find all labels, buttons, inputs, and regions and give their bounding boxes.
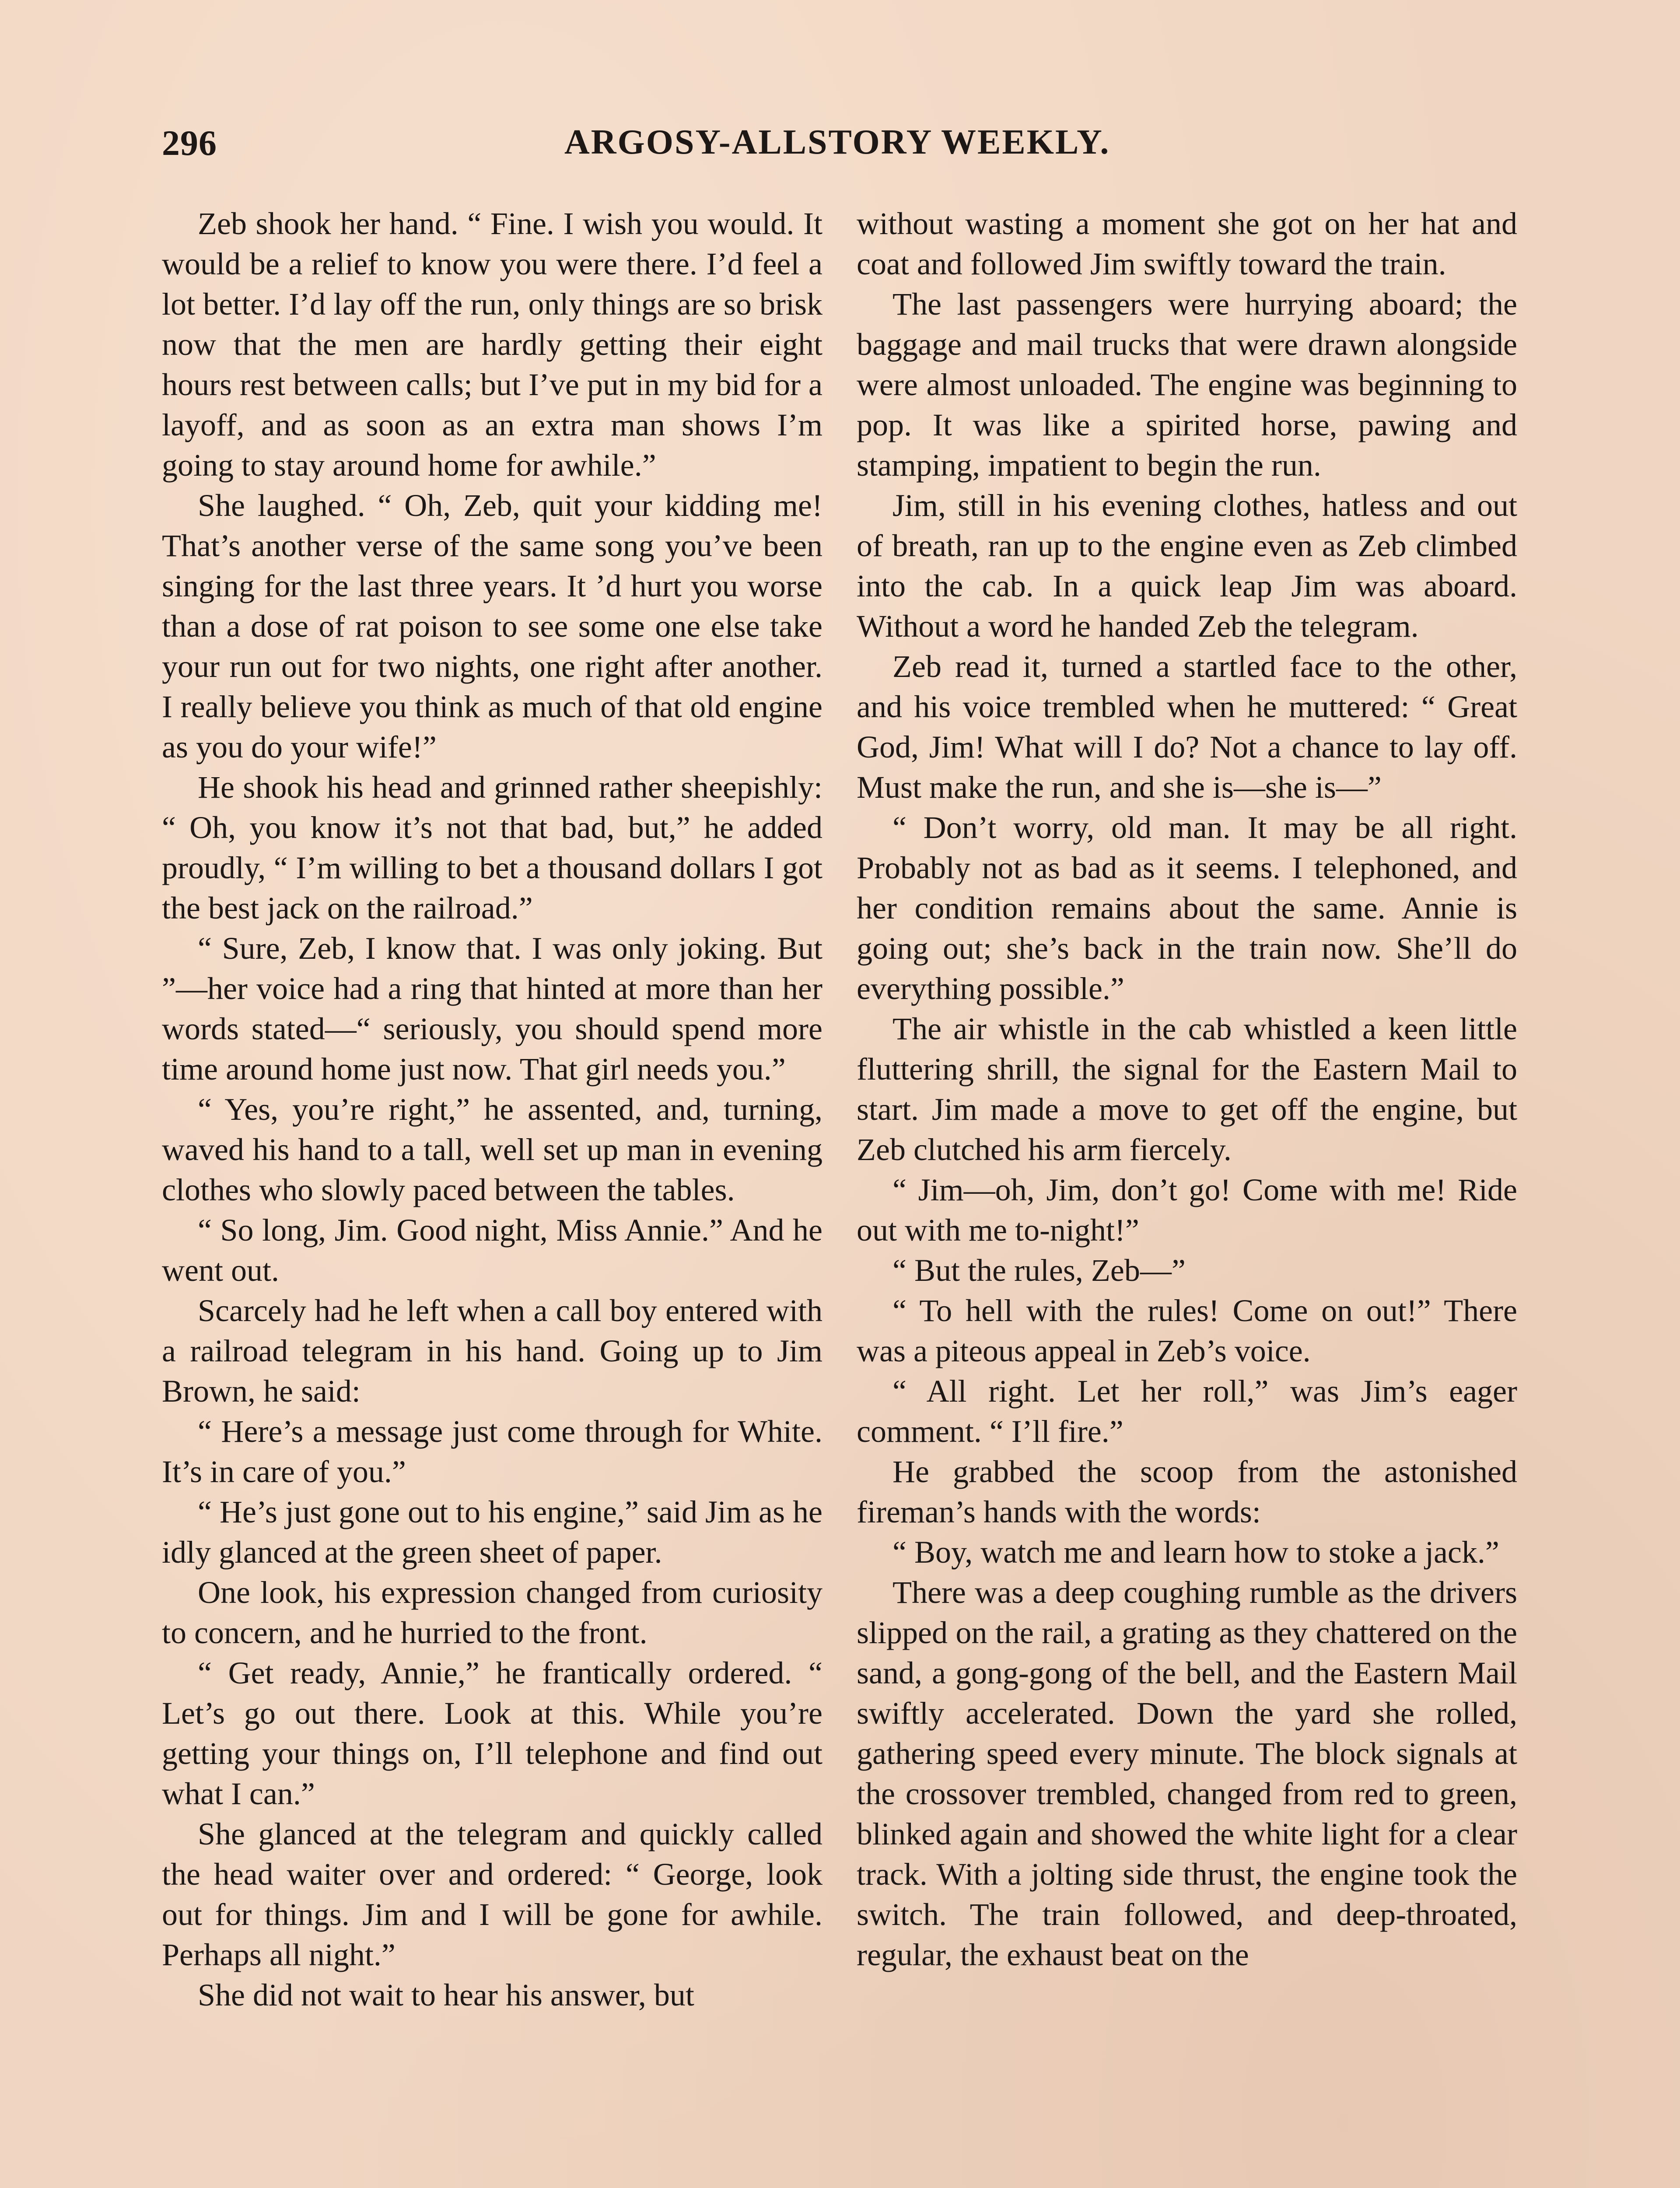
page-number: 296 (162, 123, 217, 163)
page-header (162, 123, 1518, 184)
left-column (162, 203, 822, 2015)
paragraph: “ But the rules, Zeb—” (892, 1253, 1186, 1288)
paragraph: She laughed. “ Oh, Zeb, quit your kidding me! That’s another verse of the same song you’ve been singing for the last three years. It ’d hurt you worse than a dose of rat poison to see some one else take your run out for two nights, one right after another. I really believe you think as much of that old engine as you do your wife!” (162, 488, 822, 764)
paragraph: “ Get ready, Annie,” he frantically ordered. “ Let’s go out there. Look at this. While you’re getting your things on, I’ll telephone and find out what I can.” (162, 1655, 822, 1811)
paragraph: “ Yes, you’re right,” he assented, and, turning, waved his hand to a tall, well set up man in evening clothes who slowly paced between the tables. (162, 1092, 822, 1207)
paragraph: “ So long, Jim. Good night, Miss Annie.” And he went out. (162, 1213, 822, 1288)
paragraph: “ To hell with the rules! Come on out!” There was a piteous appeal in Zeb’s voice. (857, 1293, 1517, 1368)
paragraph: Jim, still in his evening clothes, hatless and out of breath, ran up to the engine even as Zeb climbed into the cab. In a quick leap Jim was aboard. Without a word he handed Zeb the telegram. (857, 488, 1517, 644)
paragraph: She did not wait to hear his answer, but (198, 1978, 694, 2013)
paragraph: “ Boy, watch me and learn how to stoke a jack.” (892, 1535, 1499, 1570)
paragraph: “ Sure, Zeb, I know that. I was only joking. But ”—her voice had a ring that hinted at more than her words stated—“ seriously, you should spend more time around home just now. That girl needs you.” (162, 931, 822, 1087)
paragraph: The last passengers were hurrying aboard; the baggage and mail trucks that were drawn alongside were almost unloaded. The engine was beginning to pop. It was like a spirited horse, pawing and stamping, impatient to begin the run. (857, 287, 1517, 483)
paragraph: There was a deep coughing rumble as the drivers slipped on the rail, a grating as they chattered on the sand, a gong-gong of the bell, and the Eastern Mail swiftly accelerated. Down the yard she rolled, gathering speed every minute. The block signals at the crossover trembled, changed from red to green, blinked again and showed the white light for a clear track. With a jolting side thrust, the engine took the switch. The train followed, and deep-throated, regular, the exhaust beat on the (857, 1575, 1517, 1972)
paragraph: The air whistle in the cab whistled a keen little fluttering shrill, the signal for the Eastern Mail to start. Jim made a move to get off the engine, but Zeb clutched his arm fiercely. (857, 1011, 1517, 1167)
paragraph: Scarcely had he left when a call boy entered with a railroad telegram in his hand. Going up to Jim Brown, he said: (162, 1293, 822, 1409)
paragraph: “ Don’t worry, old man. It may be all right. Probably not as bad as it seems. I telephoned, and her condition remains about the same. Annie is going out; she’s back in the train now. She’ll do everything possible.” (857, 810, 1517, 1006)
paragraph-continued: without wasting a moment she got on her hat and coat and followed Jim swiftly toward the train. (857, 206, 1517, 281)
paragraph: “ All right. Let her roll,” was Jim’s eager comment. “ I’ll fire.” (857, 1374, 1517, 1449)
paragraph: She glanced at the telegram and quickly called the head waiter over and ordered: “ George, look out for things. Jim and I will be gone for awhile. Perhaps all night.” (162, 1816, 822, 1972)
paragraph: Zeb read it, turned a startled face to the other, and his voice trembled when he muttered: “ Great God, Jim! What will I do? Not a chance to lay off. Must make the run, and she is—she is—” (857, 649, 1517, 805)
paragraph: One look, his expression changed from curiosity to concern, and he hurried to the front. (162, 1575, 822, 1650)
paragraph: “ He’s just gone out to his engine,” said Jim as he idly glanced at the green sheet of paper. (162, 1494, 822, 1570)
paragraph: “ Here’s a message just come through for White. It’s in care of you.” (162, 1414, 822, 1489)
paragraph: Zeb shook her hand. “ Fine. I wish you would. It would be a relief to know you were there. I’d feel a lot better. I’d lay off the run, only things are so brisk now that the men are hardly getting their eight hours rest between calls; but I’ve put in my bid for a layoff, and as soon as an extra man shows I’m going to stay around home for awhile.” (162, 206, 822, 483)
right-column (857, 203, 1517, 1975)
paragraph: “ Jim—oh, Jim, don’t go! Come with me! Ride out with me to-night!” (857, 1172, 1517, 1248)
paragraph: He grabbed the scoop from the astonished fireman’s hands with the words: (857, 1454, 1517, 1529)
running-head: ARGOSY-ALLSTORY WEEKLY. (564, 123, 1110, 161)
paragraph: He shook his head and grinned rather sheepishly: “ Oh, you know it’s not that bad, but,” he added proudly, “ I’m willing to bet a thousand dollars I got the best jack on the railroad.” (162, 770, 822, 926)
